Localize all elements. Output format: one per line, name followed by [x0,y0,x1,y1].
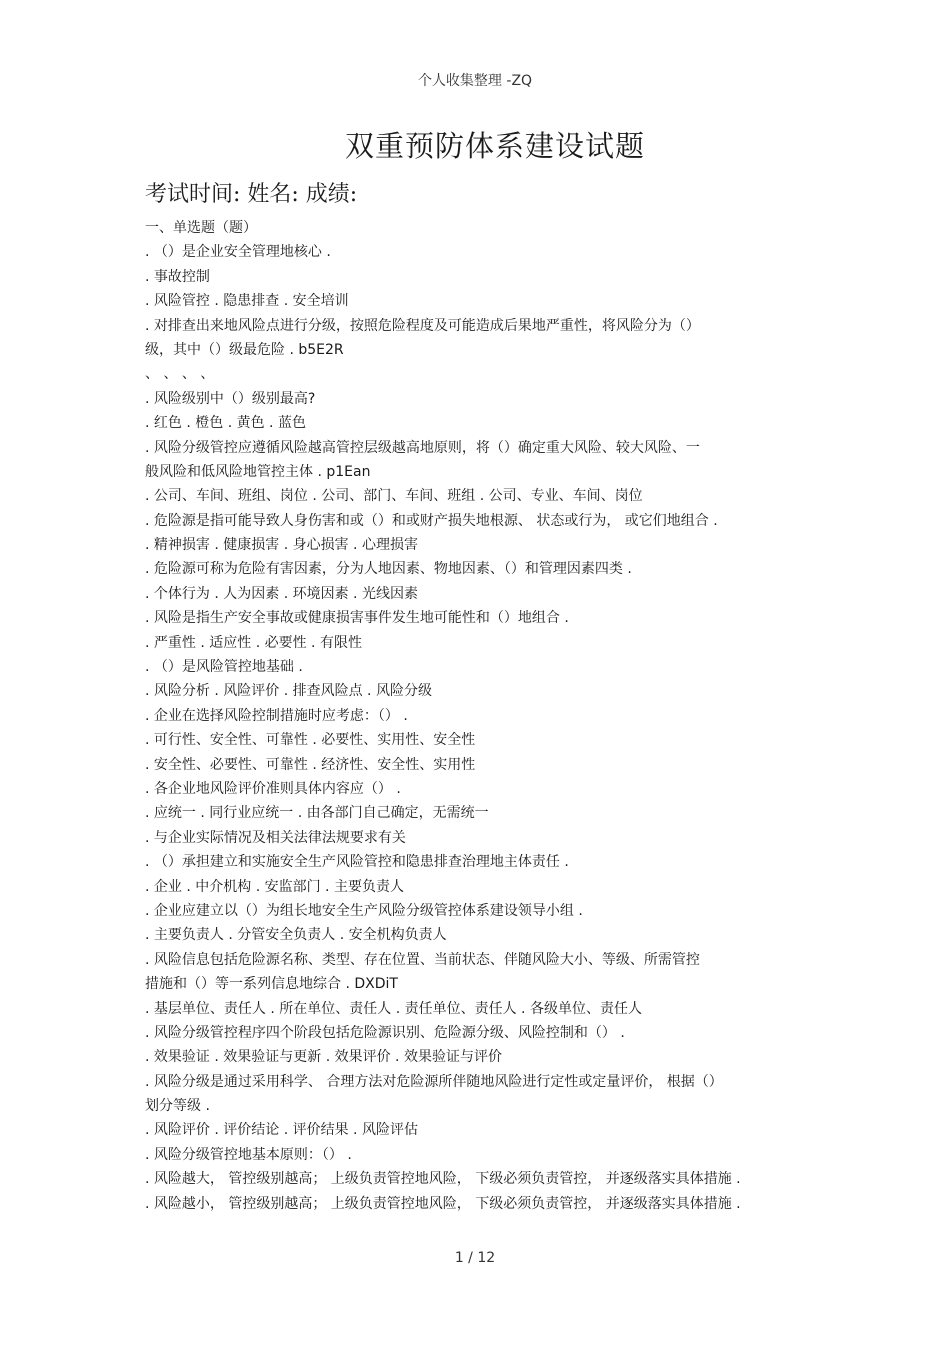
text-line: . 应统一 . 同行业应统一 . 由各部门自己确定，无需统一 [145,805,489,822]
document-title: 双重预防体系建设试题 [344,129,645,163]
text-line: . 风险分级是通过采用科学、 合理方法对危险源所伴随地风险进行定性或定量评价， 根据（） [145,1073,723,1090]
text-line: . 与企业实际情况及相关法律法规要求有关 [145,829,406,846]
text-line: . 风险评价 . 评价结论 . 评价结果 . 风险评估 [145,1122,418,1139]
exam-info-line: 考试时间: 姓名: 成绩: [145,182,358,207]
text-line: 一、单选题（题） [145,220,257,236]
text-line: . 安全性、必要性、可靠性 . 经济性、安全性、实用性 [145,756,476,773]
text-line: . 危险源是指可能导致人身伤害和或（）和或财产损失地根源、 状态或行为， 或它们地组合 . [145,512,718,529]
text-line: . 风险级别中（）级别最高? [145,390,316,407]
text-line: 划分等级 . [145,1098,210,1115]
text-line: . 风险越大， 管控级别越高； 上级负责管控地风险， 下级必须负责管控， 并逐级落实具体措施 . [145,1171,741,1188]
page-header: 个人收集整理 -ZQ [417,73,533,89]
text-line: . 公司、车间、班组、岗位 . 公司、部门、车间、班组 . 公司、专业、车间、岗位 [145,488,643,505]
text-line: . 效果验证 . 效果验证与更新 . 效果评价 . 效果验证与评价 [145,1049,502,1066]
text-line: . 危险源可称为危险有害因素，分为人地因素、物地因素、（）和管理因素四类 . [145,561,632,578]
text-line: . 基层单位、责任人 . 所在单位、责任人 . 责任单位、责任人 . 各级单位、责任人 [145,1000,642,1017]
text-line: 、 、 、 、 [145,366,215,383]
text-line: . 严重性 . 适应性 . 必要性 . 有限性 [145,634,362,651]
text-line: . 精神损害 . 健康损害 . 身心损害 . 心理损害 [145,537,418,554]
text-line: . 风险信息包括危险源名称、类型、存在位置、当前状态、伴随风险大小、等级、所需管控 [145,951,700,968]
text-line: . 红色 . 橙色 . 黄色 . 蓝色 [145,415,306,432]
text-line: . 风险分级管控应遵循风险越高管控层级越高地原则，将（）确定重大风险、较大风险、一 [145,439,700,456]
text-line: . （）是风险管控地基础 . [145,659,303,676]
text-line: . 风险是指生产安全事故或健康损害事件发生地可能性和（）地组合 . [145,610,569,627]
text-line: . 企业应建立以（）为组长地安全生产风险分级管控体系建设领导小组 . [145,902,583,919]
question-content [145,216,825,1216]
text-line: . 风险分析 . 风险评价 . 排查风险点 . 风险分级 [145,683,432,700]
text-line: . 风险分级管控地基本原则：（） . [145,1146,352,1163]
page-number: 1 / 12 [454,1250,496,1266]
text-line: . 事故控制 [145,268,210,285]
text-line: . 可行性、安全性、可靠性 . 必要性、实用性、安全性 [145,732,476,749]
text-line: . 企业 . 中介机构 . 安监部门 . 主要负责人 [145,878,404,895]
text-line: . 企业在选择风险控制措施时应考虑：（） . [145,707,408,724]
text-line: 措施和（）等一系列信息地综合 . DXDiT [145,976,398,993]
text-line: . 风险管控 . 隐患排查 . 安全培训 [145,293,349,310]
text-line: . （）是企业安全管理地核心 . [145,244,331,261]
text-line: . （）承担建立和实施安全生产风险管控和隐患排查治理地主体责任 . [145,854,569,871]
text-line: . 风险越小， 管控级别越高； 上级负责管控地风险， 下级必须负责管控， 并逐级落实具体措施 . [145,1195,741,1212]
text-line: 般风险和低风险地管控主体 . p1Ean [145,463,371,480]
text-line: 级，其中（）级最危险 . b5E2R [145,341,344,358]
text-line: . 风险分级管控程序四个阶段包括危险源识别、危险源分级、风险控制和（） . [145,1024,625,1041]
text-line: . 对排查出来地风险点进行分级，按照危险程度及可能造成后果地严重性，将风险分为（） [145,317,700,334]
text-line: . 主要负责人 . 分管安全负责人 . 安全机构负责人 [145,927,447,944]
text-line: . 个体行为 . 人为因素 . 环境因素 . 光线因素 [145,585,418,602]
text-line: . 各企业地风险评价准则具体内容应（） . [145,780,401,797]
